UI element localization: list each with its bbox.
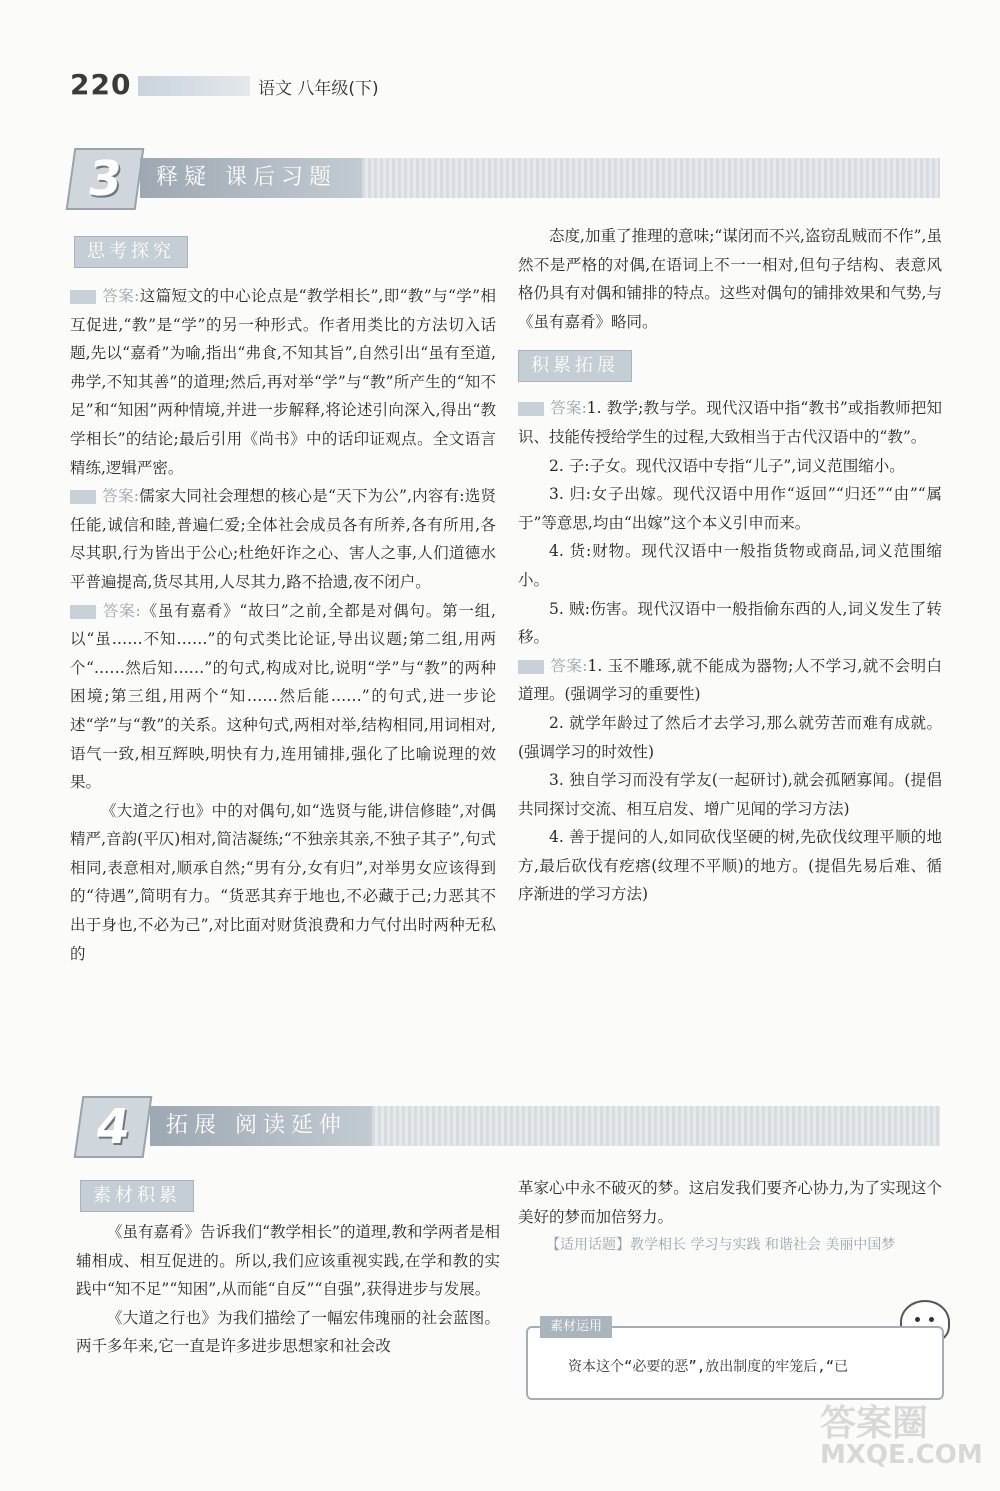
answer-text: 5. 贼:伤害。现代汉语中一般指偷东西的人,词义发生了转移。 bbox=[518, 599, 942, 647]
answer-text: 1. 教学;教与学。现代汉语中指“教书”或指教师把知识、技能传授给学生的过程,大致相当于古代汉语中的“教”。 bbox=[518, 399, 942, 446]
book-subject: 语文 八年级(下) bbox=[258, 79, 379, 99]
question-number-marker bbox=[70, 605, 96, 619]
answer-text: 4. 货:财物。现代汉语中一般指货物或商品,词义范围缩小。 bbox=[518, 542, 942, 589]
left-answer-paragraph bbox=[70, 282, 496, 482]
watermark-url: MXQE.COM bbox=[820, 1440, 983, 1470]
right-continued-paragraph: 态度,加重了推理的意味;“谋闭而不兴,盗窃乱贼而不作”,虽然不是严格的对偶,在语词上不一一相对,但句子结构、表意风格仍具有对偶和铺排的特点。这些对偶句的铺排效果和气势,与《虽有嘉肴》略同。 bbox=[518, 227, 942, 331]
answer-text: 《虽有嘉肴》“故曰”之前,全都是对偶句。第一组,以“虽……不知……”的句式类比论证,导出议题;第二组,用两个“……然后知……”的句式,构成对比,说明“学”与“教”的两种困境;第三组,用两个“知……然后能……”的句式,进一步论述“学”与“教”的关系。这种句式,两相对举,结构相同,用词相对,语气一致,相互辉映,明快有力,连用铺排,强化了比喻说理的效果。 bbox=[70, 601, 496, 792]
answer-label: 答案: bbox=[102, 487, 139, 506]
section-3-banner-tail bbox=[362, 158, 940, 198]
answer-text: 3. 归:女子出嫁。现代汉语中用作“返回”“归还”“由”“属于”等意思,均由“出嫁”这个本义引申而来。 bbox=[518, 485, 942, 532]
right-answer-paragraph bbox=[518, 537, 942, 594]
right-answer-paragraph bbox=[518, 823, 942, 909]
section-4-number: 4 bbox=[74, 1096, 153, 1158]
section-4-banner-tail bbox=[372, 1106, 940, 1146]
section-4-title: 拓展 阅读延伸 bbox=[150, 1106, 381, 1146]
right-answer-paragraph bbox=[518, 452, 942, 481]
question-number-marker bbox=[70, 290, 96, 304]
material-accumulate-tag: 素材积累 bbox=[80, 1180, 194, 1212]
question-number-marker bbox=[70, 490, 96, 504]
section-3-title: 释疑 课后习题 bbox=[140, 158, 371, 198]
right-answer-paragraph bbox=[518, 595, 942, 652]
material-paragraph-1: 《虽有嘉肴》告诉我们“教学相长”的道理,教和学两者是相辅相成、相互促进的。所以,我们应该重视实践,在学和教的实践中“知不足”“知困”,从而能“自反”“自强”,获得进步与发展。 bbox=[76, 1223, 500, 1299]
applicable-topics: 【适用话题】教学相长 学习与实践 和谐社会 美丽中国梦 bbox=[546, 1237, 896, 1254]
section-3-right-column bbox=[518, 222, 942, 909]
question-number-marker bbox=[518, 660, 544, 674]
material-continued-paragraph: 革家心中永不破灭的梦。这启发我们要齐心协力,为了实现这个美好的梦而加倍努力。 bbox=[518, 1179, 942, 1226]
section-3-number: 3 bbox=[66, 148, 145, 210]
answer-text: 2. 就学年龄过了然后才去学习,那么就劳苦而难有成就。(强调学习的时效性) bbox=[518, 713, 942, 761]
answer-label: 答案: bbox=[102, 287, 140, 305]
answer-text: 4. 善于提问的人,如同砍伐坚硬的树,先砍伐纹理平顺的地方,最后砍伐有疙瘩(纹理不平顺)的地方。(提倡先易后难、循序渐进的学习方法) bbox=[518, 828, 942, 904]
material-paragraph-2: 《大道之行也》为我们描绘了一幅宏伟瑰丽的社会蓝图。两千多年来,它一直是许多进步思想家和社会改 bbox=[76, 1308, 500, 1356]
answer-label: 答案: bbox=[102, 601, 141, 620]
answer-text: 儒家大同社会理想的核心是“天下为公”,内容有:选贤任能,诚信和睦,普遍仁爱;全体社会成员各有所养,各有所用,各尽其职,行为皆出于公心;杜绝奸诈之心、害人之事,人们道德水平普遍提高,货尽其用,人尽其力,路不拾遗,夜不闭户。 bbox=[70, 487, 497, 591]
left-answer-paragraph bbox=[70, 482, 496, 596]
answer-text: 3. 独自学习而没有学友(一起研讨),就会孤陋寡闻。(提倡共同探讨交流、相互启发、增广见闻的学习方法) bbox=[518, 771, 942, 818]
question-number-marker bbox=[518, 402, 544, 416]
right-answer-paragraph bbox=[518, 480, 942, 537]
left-answer-paragraph bbox=[70, 597, 496, 797]
page-number: 220 bbox=[70, 68, 132, 101]
answer-text: 1. 玉不雕琢,就不能成为器物;人不学习,就不会明白道理。(强调学习的重要性) bbox=[518, 656, 942, 704]
section-3-left-column bbox=[70, 282, 496, 968]
right-answer-paragraph bbox=[518, 709, 942, 766]
right-answer-paragraph bbox=[518, 652, 942, 709]
right-answer-paragraph bbox=[518, 394, 942, 451]
answer-text: 2. 子:子女。现代汉语中专指“儿子”,词义范围缩小。 bbox=[549, 456, 905, 475]
answer-text: 《大道之行也》中的对偶句,如“选贤与能,讲信修睦”,对偶精严,音韵(平仄)相对,简洁凝练;“不独亲其亲,不独子其子”,句式相同,表意相对,顺承自然;“男有分,女有归”,对举男女应该得到的“待遇”,简明有力。“货恶其弃于地也,不必藏于己;力恶其不出于身也,不必为己”,对比面对财货浪费和力气付出时两种无私的 bbox=[70, 801, 496, 963]
section-4-right-column bbox=[518, 1174, 942, 1260]
watermark-logo: 答案圈 bbox=[820, 1403, 929, 1444]
left-answer-paragraph bbox=[70, 797, 496, 969]
material-usage-text: 资本这个“必要的恶”,放出制度的牢笼后,“已 bbox=[568, 1359, 849, 1375]
section-4-left-column bbox=[76, 1218, 500, 1361]
think-explore-tag: 思考探究 bbox=[74, 236, 188, 268]
material-usage-box bbox=[526, 1319, 944, 1400]
answer-text: 这篇短文的中心论点是“教学相长”,即“教”与“学”相互促进,“教”是“学”的另一种形式。作者用类比的方法切入话题,先以“嘉肴”为喻,指出“弗食,不知其旨”,自然引出“虽有至道,弗学,不知其善”的道理;然后,再对举“学”与“教”所产生的“知不足”和“知困”两种情境,并进一步解释,将论述引向深入,得出“教学相长”的结论;最后引用《尚书》中的话印证观点。全文语言精练,逻辑严密。 bbox=[70, 287, 496, 477]
accumulate-expand-tag: 积累拓展 bbox=[518, 350, 632, 382]
material-usage-tag: 素材运用 bbox=[540, 1316, 612, 1338]
answer-label: 答案: bbox=[550, 399, 587, 418]
answer-label: 答案: bbox=[550, 656, 588, 675]
header-decoration bbox=[138, 76, 250, 96]
right-answer-paragraph bbox=[518, 766, 942, 823]
accumulate-answers bbox=[518, 394, 942, 909]
